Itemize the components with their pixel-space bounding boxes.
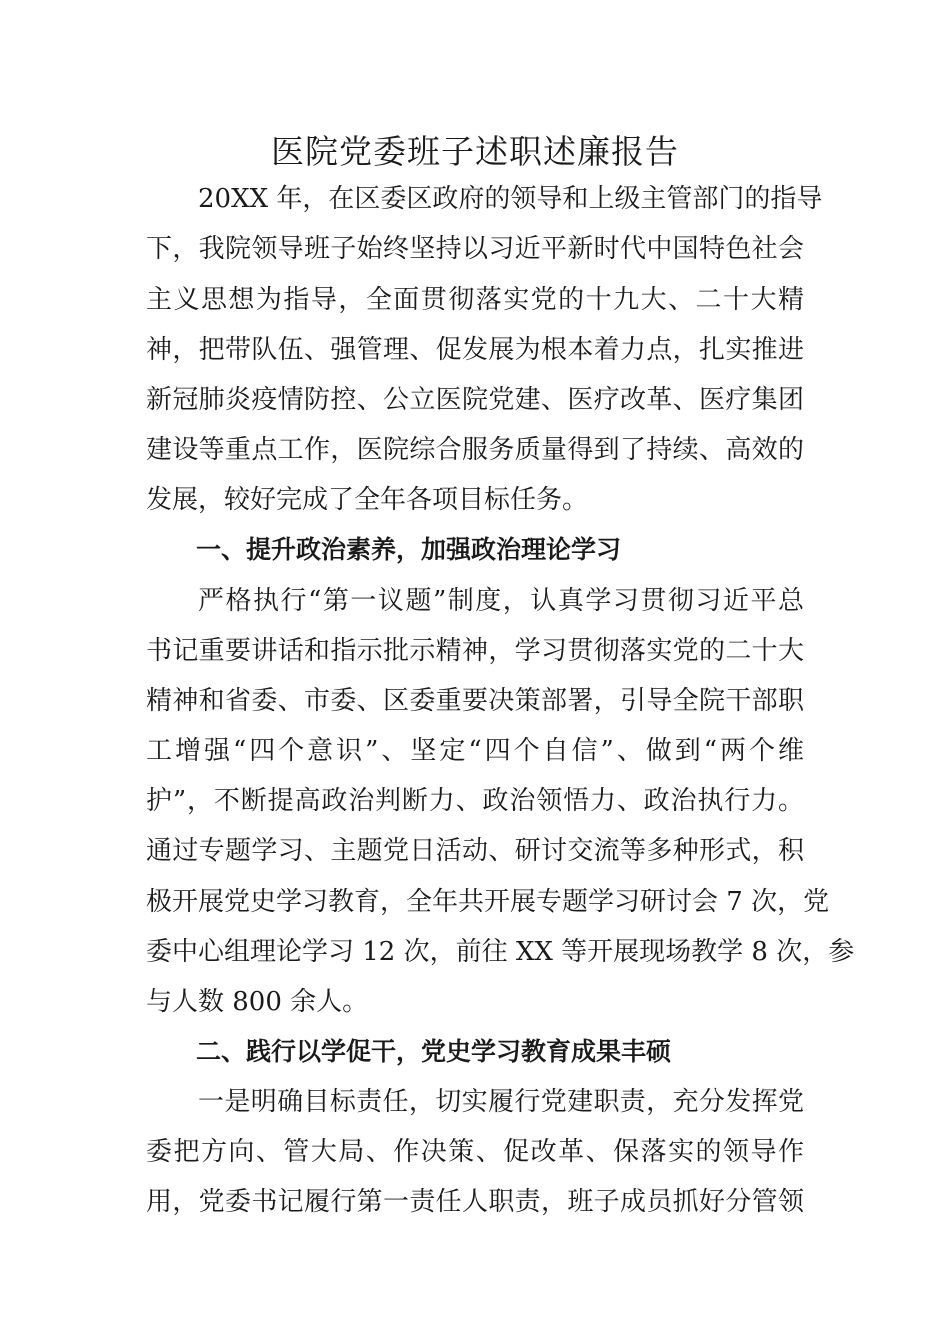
paragraph-line: 新冠肺炎疫情防控、公立医院党建、医疗改革、医疗集团 [146,385,804,415]
paragraph-line: 发展，较好完成了全年各项目标任务。 [146,485,589,515]
paragraph-line: 委把方向、管大局、作决策、促改革、保落实的领导作 [146,1137,804,1167]
paragraph-line: 建设等重点工作，医院综合服务质量得到了持续、高效的 [146,435,804,465]
paragraph-line: 与人数 800 余人。 [146,987,369,1017]
paragraph-line: 下，我院领导班子始终坚持以习近平新时代中国特色社会 [146,234,804,264]
paragraph-line: 20XX 年，在区委区政府的领导和上级主管部门的指导 [198,184,823,214]
paragraph-line: 精神和省委、市委、区委重要决策部署，引导全院干部职 [146,686,804,716]
paragraph-line: 神，把带队伍、强管理、促发展为根本着力点，扎实推进 [146,335,804,365]
paragraph-line: 主义思想为指导，全面贯彻落实党的十九大、二十大精 [146,285,804,315]
page-title: 医院党委班子述职述廉报告 [271,132,679,171]
paragraph-line: 委中心组理论学习 12 次，前往 XX 等开展现场教学 8 次，参 [146,937,855,967]
paragraph-line: 极开展党史学习教育，全年共开展专题学习研讨会 7 次，党 [146,887,830,917]
paragraph-line: 一是明确目标责任，切实履行党建职责，充分发挥党 [198,1087,804,1117]
paragraph-line: 护”，不断提高政治判断力、政治领悟力、政治执行力。 [146,786,804,816]
section-heading: 二、践行以学促干，党史学习教育成果丰硕 [196,1037,672,1066]
section-heading: 一、提升政治素养，加强政治理论学习 [196,535,622,564]
paragraph-line: 严格执行“第一议题”制度，认真学习贯彻习近平总 [198,586,804,616]
paragraph-line: 用，党委书记履行第一责任人职责，班子成员抓好分管领 [146,1187,804,1217]
paragraph-line: 通过专题学习、主题党日活动、研讨交流等多种形式，积 [146,836,804,866]
paragraph-line: 工增强“四个意识”、坚定“四个自信”、做到“两个维 [146,736,804,766]
paragraph-line: 书记重要讲话和指示批示精神，学习贯彻落实党的二十大 [146,636,804,666]
